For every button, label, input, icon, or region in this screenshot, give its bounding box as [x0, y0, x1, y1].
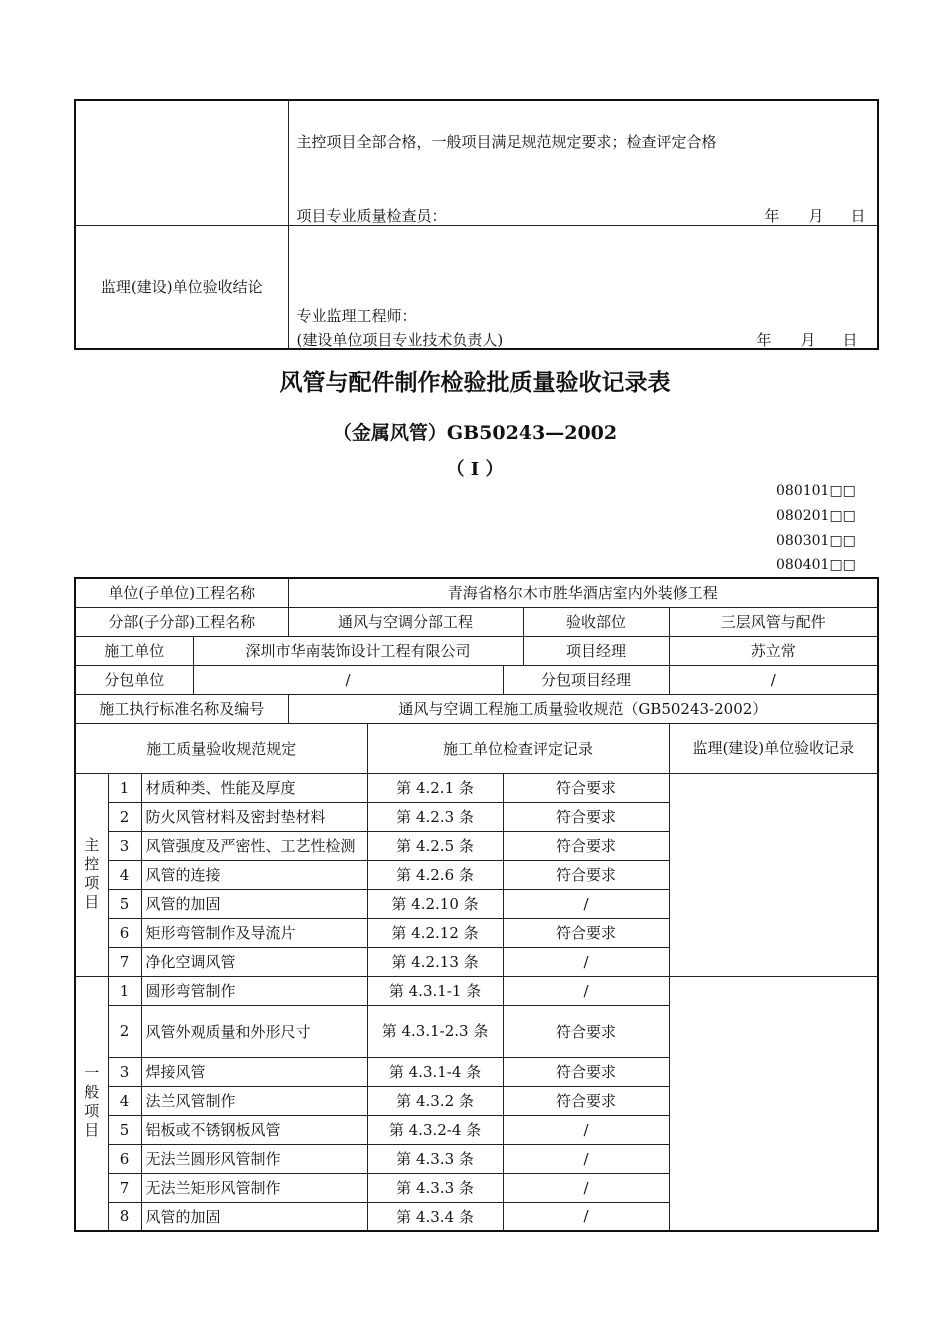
item-clause: 第 4.3.2 条: [367, 1086, 503, 1115]
item-result: /: [503, 976, 669, 1005]
supervision-conclusion-cell: [288, 225, 878, 349]
contractor-label: 施工单位: [75, 636, 193, 665]
roman-numeral: （ I ）: [446, 459, 504, 480]
manager-value: 苏立常: [669, 636, 878, 665]
sub-manager-value: /: [669, 665, 878, 694]
item-name: 风管的加固: [141, 889, 367, 918]
item-no: 4: [108, 860, 141, 889]
main-group-label: 主控项目: [75, 773, 108, 976]
acceptance-part-label: 验收部位: [523, 607, 669, 636]
manager-label: 项目经理: [523, 636, 669, 665]
division-label: 分部(子分部)工程名称: [75, 607, 288, 636]
item-name: 净化空调风管: [141, 947, 367, 976]
item-result: /: [503, 1202, 669, 1231]
item-name: 风管强度及严密性、工艺性检测: [141, 831, 367, 860]
item-no: 6: [108, 1144, 141, 1173]
conclusion-table: [74, 99, 879, 350]
form-code: 080201□□: [776, 508, 856, 524]
form-code: 080101□□: [776, 483, 856, 499]
standard-label: 施工执行标准名称及编号: [75, 694, 288, 723]
contractor-value: 深圳市华南装饰设计工程有限公司: [193, 636, 523, 665]
item-name: 材质种类、性能及厚度: [141, 773, 367, 802]
division-value: 通风与空调分部工程: [288, 607, 523, 636]
item-result: 符合要求: [503, 1057, 669, 1086]
item-name: 风管的加固: [141, 1202, 367, 1231]
item-no: 7: [108, 1173, 141, 1202]
item-name: 法兰风管制作: [141, 1086, 367, 1115]
page-title: 风管与配件制作检验批质量验收记录表: [279, 369, 671, 396]
item-no: 1: [108, 773, 141, 802]
item-name: 焊接风管: [141, 1057, 367, 1086]
item-no: 5: [108, 889, 141, 918]
item-name: 矩形弯管制作及导流片: [141, 918, 367, 947]
owner-label: (建设单位项目专业技术负责人): [296, 330, 504, 349]
empty-label-cell: [75, 100, 288, 225]
item-name: 防火风管材料及密封垫材料: [141, 802, 367, 831]
item-clause: 第 4.3.3 条: [367, 1144, 503, 1173]
item-no: 3: [108, 831, 141, 860]
standard-value: 通风与空调工程施工质量验收规范（GB50243-2002）: [288, 694, 878, 723]
item-no: 7: [108, 947, 141, 976]
item-result: /: [503, 1144, 669, 1173]
supervision-label: 监理(建设)单位验收结论: [75, 225, 288, 349]
date-day: 日: [850, 207, 866, 225]
date-year: 年: [764, 207, 780, 225]
item-clause: 第 4.2.13 条: [367, 947, 503, 976]
general-group-label: 一般项目: [75, 976, 108, 1231]
item-clause: 第 4.2.5 条: [367, 831, 503, 860]
item-result: /: [503, 1173, 669, 1202]
item-name: 圆形弯管制作: [141, 976, 367, 1005]
item-no: 1: [108, 976, 141, 1005]
date-month: 月: [800, 330, 816, 349]
item-result: /: [503, 889, 669, 918]
project-name-label: 单位(子单位)工程名称: [75, 578, 288, 607]
date-month: 月: [808, 207, 824, 225]
item-result: 符合要求: [503, 860, 669, 889]
conclusion-text: 主控项目全部合格，一般项目满足规范规定要求；检查评定合格: [296, 133, 717, 151]
item-no: 6: [108, 918, 141, 947]
date-day: 日: [842, 330, 858, 349]
item-result: /: [503, 947, 669, 976]
form-code: 080401□□: [776, 557, 856, 573]
inspection-table: [74, 577, 879, 1232]
contractor-conclusion-cell: [288, 100, 878, 225]
item-result: 符合要求: [503, 831, 669, 860]
supervisor-record-header: 监理(建设)单位验收记录: [669, 723, 878, 773]
page-subtitle: （金属风管）GB50243—2002: [332, 422, 618, 444]
spec-column-header: 施工质量验收规范规定: [75, 723, 367, 773]
item-no: 2: [108, 1005, 141, 1057]
item-clause: 第 4.2.10 条: [367, 889, 503, 918]
item-name: 无法兰矩形风管制作: [141, 1173, 367, 1202]
subcontractor-label: 分包单位: [75, 665, 193, 694]
supervisor-label: 专业监理工程师：: [296, 306, 417, 325]
supervisor-record-main: [669, 773, 878, 976]
item-no: 4: [108, 1086, 141, 1115]
item-name: 铝板或不锈钢板风管: [141, 1115, 367, 1144]
item-result: 符合要求: [503, 918, 669, 947]
contractor-record-header: 施工单位检查评定记录: [367, 723, 669, 773]
item-clause: 第 4.3.3 条: [367, 1173, 503, 1202]
item-name: 无法兰圆形风管制作: [141, 1144, 367, 1173]
item-clause: 第 4.3.4 条: [367, 1202, 503, 1231]
item-clause: 第 4.3.1-2.3 条: [367, 1005, 503, 1057]
date-year: 年: [756, 330, 772, 349]
item-clause: 第 4.3.1-4 条: [367, 1057, 503, 1086]
item-no: 2: [108, 802, 141, 831]
item-no: 3: [108, 1057, 141, 1086]
item-name: 风管外观质量和外形尺寸: [141, 1005, 367, 1057]
project-name: 青海省格尔木市胜华酒店室内外装修工程: [288, 578, 878, 607]
sub-manager-label: 分包项目经理: [503, 665, 669, 694]
item-clause: 第 4.2.1 条: [367, 773, 503, 802]
item-result: 符合要求: [503, 1086, 669, 1115]
item-result: 符合要求: [503, 802, 669, 831]
inspector-label: 项目专业质量检查员：: [296, 207, 447, 225]
item-clause: 第 4.2.6 条: [367, 860, 503, 889]
item-clause: 第 4.2.12 条: [367, 918, 503, 947]
acceptance-part-value: 三层风管与配件: [669, 607, 878, 636]
item-result: /: [503, 1115, 669, 1144]
item-clause: 第 4.3.2-4 条: [367, 1115, 503, 1144]
item-no: 5: [108, 1115, 141, 1144]
item-clause: 第 4.3.1-1 条: [367, 976, 503, 1005]
item-no: 8: [108, 1202, 141, 1231]
form-code: 080301□□: [776, 533, 856, 549]
item-clause: 第 4.2.3 条: [367, 802, 503, 831]
supervisor-record-general: [669, 976, 878, 1231]
subcontractor-value: /: [193, 665, 503, 694]
item-name: 风管的连接: [141, 860, 367, 889]
item-result: 符合要求: [503, 1005, 669, 1057]
item-result: 符合要求: [503, 773, 669, 802]
